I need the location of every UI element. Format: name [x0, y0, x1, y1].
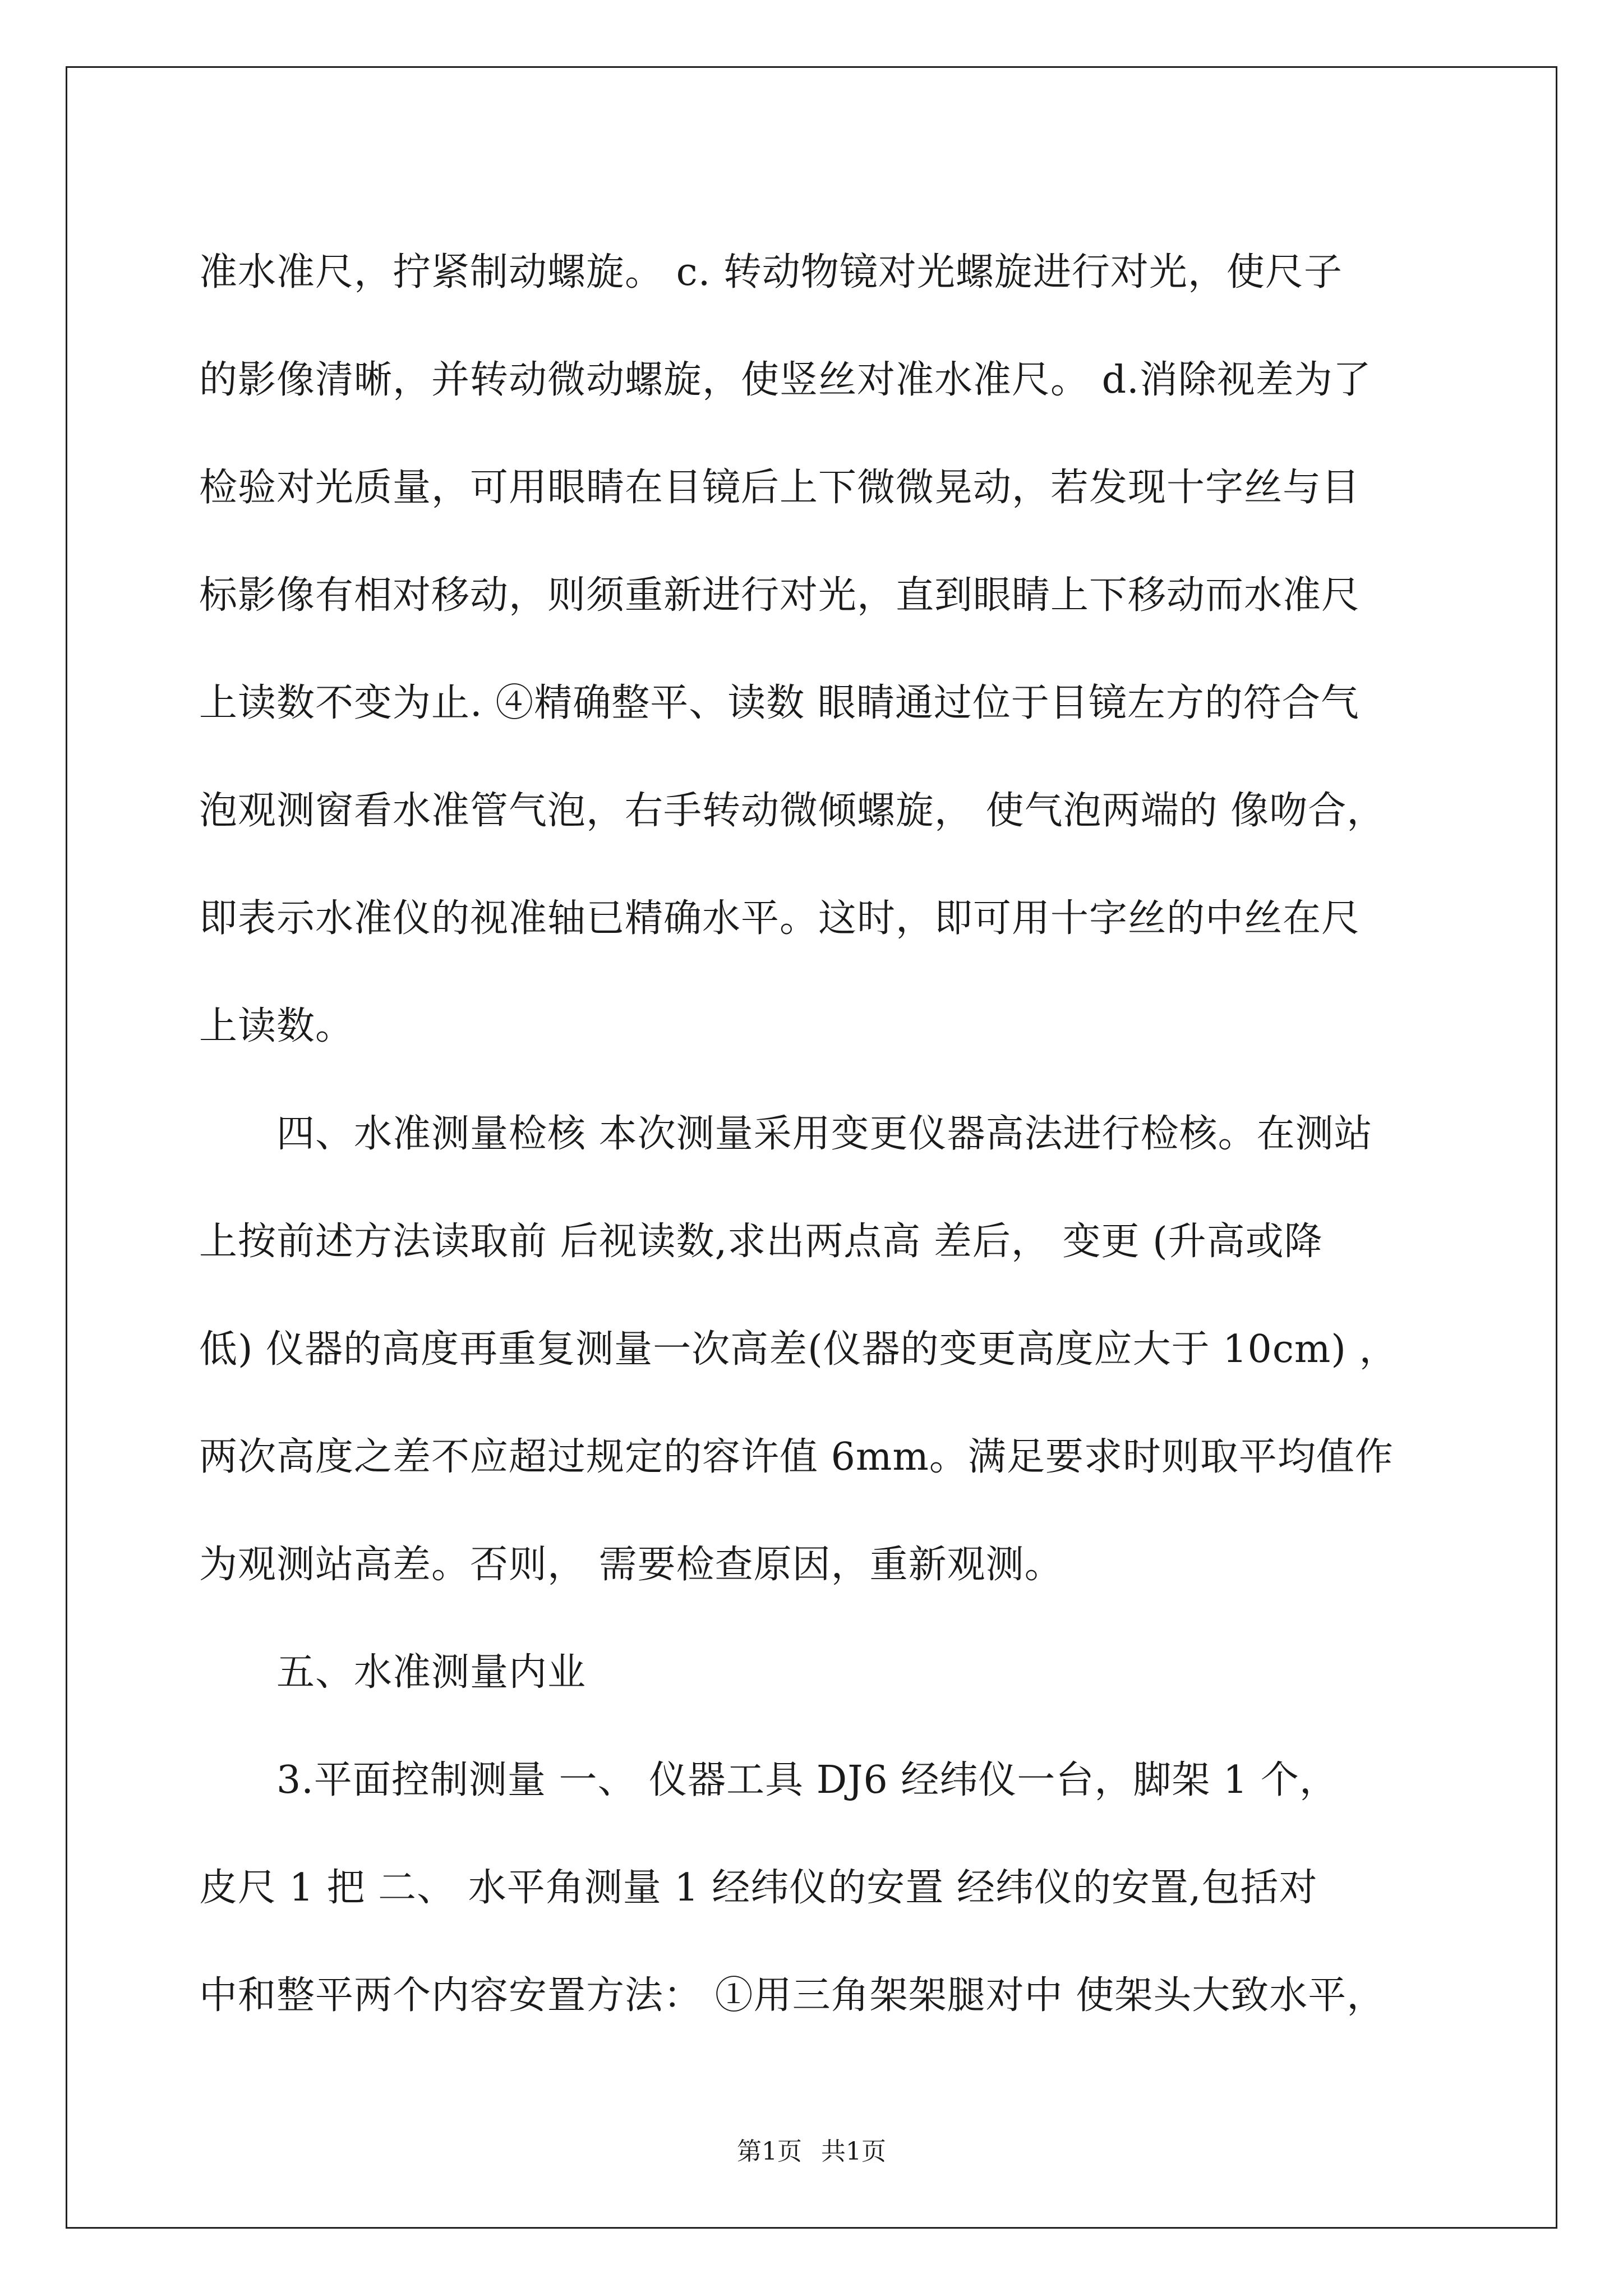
text-line: 两次高度之差不应超过规定的容许值 6mm。满足要求时则取平均值作: [199, 1435, 1394, 1479]
section-heading-line: 四、水准测量检核 本次测量采用变更仪器高法进行检核。在测站: [199, 1112, 1373, 1156]
text-line: 为观测站高差。否则， 需要检查原因，重新观测。: [199, 1543, 1063, 1587]
section-heading-line: 3.平面控制测量 一、 仪器工具 DJ6 经纬仪一台，脚架 1 个，: [199, 1758, 1338, 1802]
text-line: 标影像有相对移动，则须重新进行对光，直到眼睛上下移动而水准尺: [199, 573, 1361, 618]
document-body: [199, 219, 1422, 2050]
text-line: 上按前述方法读取前 后视读数,求出两点高 差后， 变更 (升高或降: [199, 1220, 1323, 1264]
text-line: 低) 仪器的高度再重复测量一次高差(仪器的变更高度应大于 10cm) ，: [199, 1327, 1398, 1372]
page-footer: [0, 2136, 1623, 2168]
page-number: 第1页: [737, 2137, 802, 2166]
text-line: 检验对光质量，可用眼睛在目镜后上下微微晃动，若发现十字丝与目: [199, 466, 1361, 510]
text-line: 的影像清晰，并转动微动螺旋，使竖丝对准水准尺。 d.消除视差为了: [199, 358, 1372, 402]
text-line: 泡观测窗看水准管气泡，右手转动微倾螺旋， 使气泡两端的 像吻合，: [199, 789, 1386, 833]
page-total: 共1页: [821, 2137, 886, 2166]
section-heading-line: 五、水准测量内业: [199, 1650, 587, 1695]
text-line: 准水准尺，拧紧制动螺旋。 c. 转动物镜对光螺旋进行对光，使尺子: [199, 250, 1343, 295]
text-line: 即表示水准仪的视准轴已精确水平。这时，即可用十字丝的中丝在尺: [199, 896, 1361, 941]
text-line: 皮尺 1 把 二、 水平角测量 1 经纬仪的安置 经纬仪的安置,包括对: [199, 1866, 1318, 1910]
text-line: 上读数。: [199, 1004, 354, 1048]
text-line: 中和整平两个内容安置方法： ①用三角架架腿对中 使架头大致水平，: [199, 1973, 1386, 2018]
text-line: 上读数不变为止. ④精确整平、读数 眼睛通过位于目镜左方的符合气: [199, 681, 1359, 725]
